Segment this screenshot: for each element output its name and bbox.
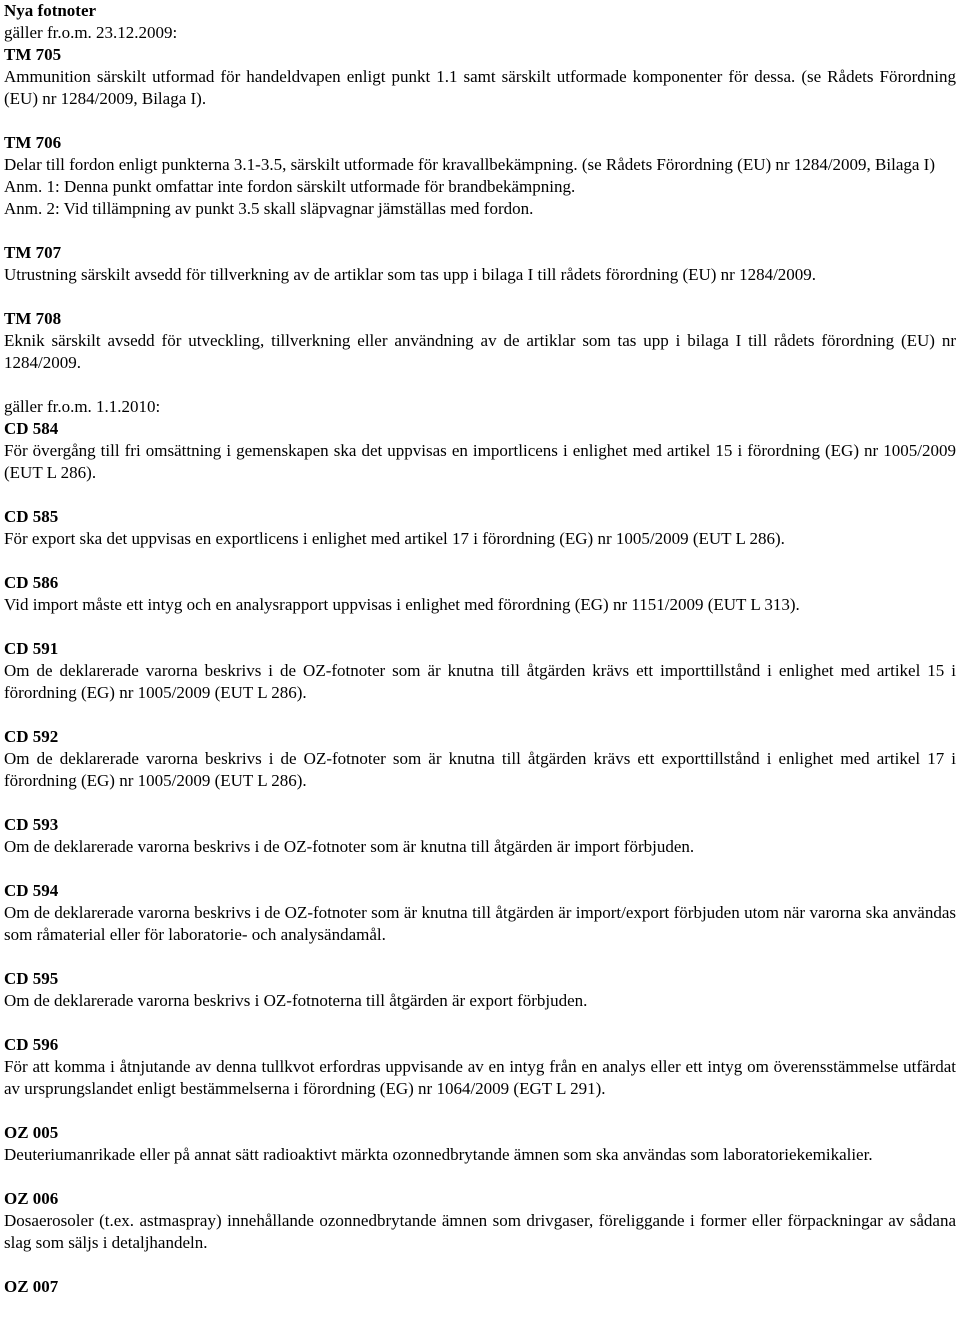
footnote-entry bbox=[4, 418, 956, 484]
footnote-code: CD 591 bbox=[4, 639, 59, 658]
footnote-entry bbox=[4, 44, 956, 110]
footnote-text: Anm. 1: Denna punkt omfattar inte fordon särskilt utformade för brandbekämpning. bbox=[4, 177, 576, 196]
footnote-code: OZ 005 bbox=[4, 1123, 59, 1142]
document-page bbox=[4, 0, 956, 1320]
footnote-entry bbox=[4, 1188, 956, 1254]
footnote-code: OZ 006 bbox=[4, 1189, 59, 1208]
footnote-code: CD 595 bbox=[4, 969, 59, 988]
footnote-entry bbox=[4, 132, 956, 220]
footnote-text: För att komma i åtnjutande av denna tullkvot erfordras uppvisande av en intyg från en analys eller ett intyg om överensstämmelse utfärdat av ursprungslandet enligt bestämmelserna i förordning (EG) nr 1064/2009 (EGT L 291). bbox=[4, 1057, 956, 1098]
footnote-text: Om de deklarerade varorna beskrivs i de OZ-fotnoter som är knutna till åtgärden är import förbjuden. bbox=[4, 837, 695, 856]
footnote-entry bbox=[4, 572, 956, 616]
footnote-entry bbox=[4, 242, 956, 286]
footnote-text: Anm. 2: Vid tillämpning av punkt 3.5 skall släpvagnar jämställas med fordon. bbox=[4, 199, 534, 218]
footnote-code: TM 707 bbox=[4, 243, 62, 262]
group-heading: gäller fr.o.m. 23.12.2009: bbox=[4, 23, 178, 42]
footnote-entry bbox=[4, 1034, 956, 1100]
footnote-code: CD 592 bbox=[4, 727, 59, 746]
footnote-entry bbox=[4, 968, 956, 1012]
footnote-group bbox=[4, 22, 956, 374]
footnote-text: Ammunition särskilt utformad för handeldvapen enligt punkt 1.1 samt särskilt utformade komponenter för dessa. (se Rådets Förordning (EU) nr 1284/2009, Bilaga I). bbox=[4, 67, 956, 108]
footnote-code: CD 596 bbox=[4, 1035, 59, 1054]
footnote-text: Utrustning särskilt avsedd för tillverkning av de artiklar som tas upp i bilaga I till rådets förordning (EU) nr 1284/2009. bbox=[4, 265, 817, 284]
footnote-entry bbox=[4, 726, 956, 792]
footnote-groups bbox=[4, 22, 956, 1298]
footnote-entry bbox=[4, 638, 956, 704]
footnote-entry bbox=[4, 880, 956, 946]
footnote-code: TM 705 bbox=[4, 45, 62, 64]
footnote-code: CD 593 bbox=[4, 815, 59, 834]
document-title: Nya fotnoter bbox=[4, 1, 97, 20]
footnote-text: Dosaerosoler (t.ex. astmaspray) innehållande ozonnedbrytande ämnen som drivgaser, föreliggande i former eller förpackningar av sådana slag som säljs i detaljhandeln. bbox=[4, 1211, 956, 1252]
footnote-entry bbox=[4, 1276, 956, 1298]
footnote-code: CD 594 bbox=[4, 881, 59, 900]
footnote-code: OZ 007 bbox=[4, 1277, 59, 1296]
footnote-text: För export ska det uppvisas en exportlicens i enlighet med artikel 17 i förordning (EG) nr 1005/2009 (EUT L 286). bbox=[4, 529, 785, 548]
footnote-text: Deuteriumanrikade eller på annat sätt radioaktivt märkta ozonnedbrytande ämnen som ska användas som laboratoriekemikalier. bbox=[4, 1145, 873, 1164]
footnote-entry bbox=[4, 308, 956, 374]
group-heading: gäller fr.o.m. 1.1.2010: bbox=[4, 397, 161, 416]
footnote-text: För övergång till fri omsättning i gemenskapen ska det uppvisas en importlicens i enlighet med artikel 15 i förordning (EG) nr 1005/2009 (EUT L 286). bbox=[4, 441, 956, 482]
footnote-text: Delar till fordon enligt punkterna 3.1-3.5, särskilt utformade för kravallbekämpning. (se Rådets Förordning (EU) nr 1284/2009, Bilaga I) bbox=[4, 155, 935, 174]
footnote-group bbox=[4, 396, 956, 1298]
footnote-text: Om de deklarerade varorna beskrivs i de OZ-fotnoter som är knutna till åtgärden krävs ett importtillstånd i enlighet med artikel 15 i förordning (EG) nr 1005/2009 (EUT L 286). bbox=[4, 661, 956, 702]
footnote-code: TM 706 bbox=[4, 133, 62, 152]
footnote-entry bbox=[4, 1122, 956, 1166]
footnote-text: Om de deklarerade varorna beskrivs i de OZ-fotnoter som är knutna till åtgärden är import/export förbjuden utom när varorna ska användas som råmaterial eller för laboratorie- och analysändamål. bbox=[4, 903, 956, 944]
footnote-code: TM 708 bbox=[4, 309, 62, 328]
footnote-code: CD 586 bbox=[4, 573, 59, 592]
footnote-code: CD 585 bbox=[4, 507, 59, 526]
footnote-text: Om de deklarerade varorna beskrivs i de OZ-fotnoter som är knutna till åtgärden krävs ett exporttillstånd i enlighet med artikel 17 i förordning (EG) nr 1005/2009 (EUT L 286). bbox=[4, 749, 956, 790]
footnote-text: Vid import måste ett intyg och en analysrapport uppvisas i enlighet med förordning (EG) nr 1151/2009 (EUT L 313). bbox=[4, 595, 800, 614]
footnote-entry bbox=[4, 814, 956, 858]
footnote-entry bbox=[4, 506, 956, 550]
footnote-code: CD 584 bbox=[4, 419, 59, 438]
footnote-text: Om de deklarerade varorna beskrivs i OZ-fotnoterna till åtgärden är export förbjuden. bbox=[4, 991, 588, 1010]
footnote-text: Eknik särskilt avsedd för utveckling, tillverkning eller användning av de artiklar som tas upp i bilaga I till rådets förordning (EU) nr 1284/2009. bbox=[4, 331, 956, 372]
